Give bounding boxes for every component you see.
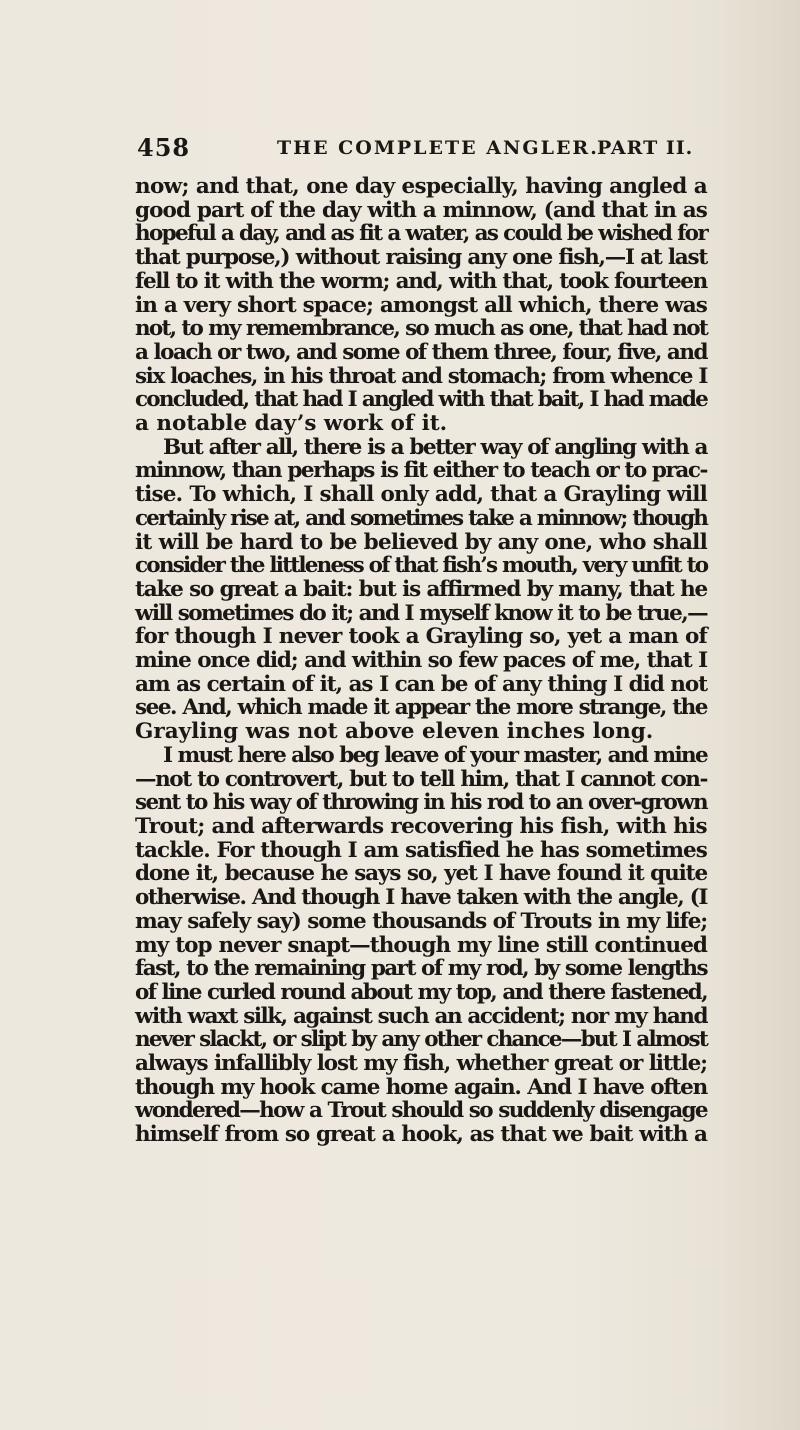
page-number: 458 [137,133,191,162]
text-line: that purpose,) without raising any one fish,—I at last [135,245,707,271]
text-line: six loaches, in his throat and stomach; from whence I [135,363,707,389]
text-line: hopeful a day, and as fit a water, as could be wished for [135,221,707,247]
text-line: always infallibly lost my fish, whether great or little; [135,1051,707,1077]
text-line: am as certain of it, as I can be of any thing I did not [135,671,707,697]
text-line: —not to controvert, but to tell him, that I cannot con- [135,766,707,792]
text-line: good part of the day with a minnow, (and that in as [135,197,707,223]
text-line: with waxt silk, against such an accident; nor my hand [135,1003,707,1029]
body-text [135,175,707,1147]
text-line: mine once did; and within so few paces of me, that I [135,648,707,674]
text-line: I must here also beg leave of your master, and mine [163,742,707,768]
text-line: done it, because he says so, yet I have found it quite [135,861,707,887]
text-line: will sometimes do it; and I myself know it to be true,— [135,600,707,626]
text-line: fast, to the remaining part of my rod, by some lengths [135,956,707,982]
text-line: sent to his way of throwing in his rod to an over-grown [135,790,707,816]
text-line: my top never snapt—though my line still continued [135,932,707,958]
text-line: take so great a bait: but is affirmed by many, that he [135,576,707,602]
text-line: of line curled round about my top, and there fastened, [135,979,707,1005]
text-line: never slackt, or slipt by any other chance—but I almost [135,1027,707,1053]
text-line: a notable day’s work of it. [135,411,448,437]
text-line: himself from so great a hook, as that we bait with a [135,1122,707,1148]
text-line: a loach or two, and some of them three, four, five, and [135,339,707,365]
text-line: Grayling was not above eleven inches long. [135,719,654,745]
running-title: THE COMPLETE ANGLER. [277,137,599,159]
text-line: wondered—how a Trout should so suddenly disengage [135,1098,707,1124]
text-line: otherwise. And though I have taken with the angle, (I [135,885,707,911]
text-line: in a very short space; amongst all which, there was [135,292,707,318]
part-label: PART II. [597,137,694,159]
text-line: But after all, there is a better way of angling with a [163,434,707,460]
text-line: certainly rise at, and sometimes take a minnow; though [135,505,707,531]
text-line: tise. To which, I shall only add, that a Grayling will [135,482,707,508]
text-line: tackle. For though I am satisfied he has sometimes [135,837,707,863]
text-line: not, to my remembrance, so much as one, that had not [135,316,707,342]
text-line: minnow, than perhaps is fit either to teach or to prac- [135,458,707,484]
text-line: Trout; and afterwards recovering his fish, with his [135,813,707,839]
text-line: it will be hard to be believed by any one, who shall [135,529,707,555]
text-line: concluded, that had I angled with that bait, I had made [135,387,707,413]
text-line: may safely say) some thousands of Trouts in my life; [135,908,707,934]
text-line: now; and that, one day especially, having angled a [135,174,707,199]
text-line: fell to it with the worm; and, with that, took fourteen [135,268,707,294]
running-header [137,133,697,173]
text-line: though my hook came home again. And I have often [135,1074,707,1100]
text-line: consider the littleness of that fish’s mouth, very unfit to [135,553,708,579]
text-line: see. And, which made it appear the more strange, the [135,695,707,721]
text-line: for though I never took a Grayling so, yet a man of [135,624,707,650]
